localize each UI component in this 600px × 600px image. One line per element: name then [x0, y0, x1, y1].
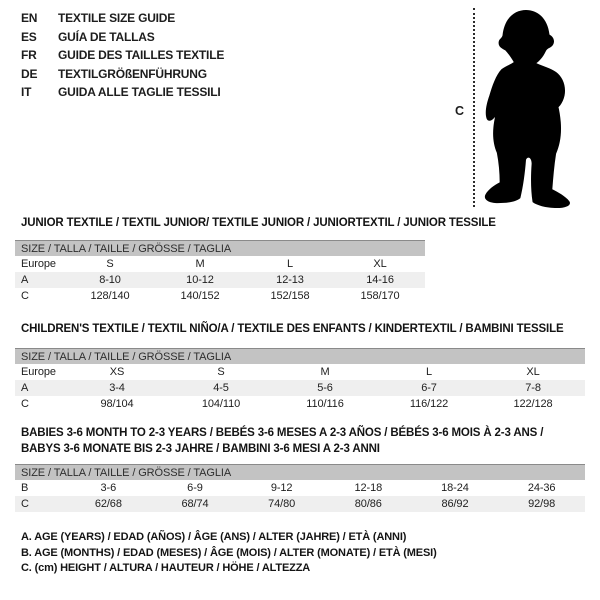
row-label: C — [21, 290, 29, 302]
size-header-label: SIZE / TALLA / TAILLE / GRÖSSE / TAGLIA — [15, 349, 585, 365]
table-row — [15, 480, 585, 496]
row-label: A — [15, 380, 65, 396]
size-header-label: SIZE / TALLA / TAILLE / GRÖSSE / TAGLIA — [15, 241, 425, 257]
table-cell: S — [106, 258, 114, 270]
table-cell: 92/98 — [498, 496, 585, 512]
table-row — [15, 364, 585, 380]
table-cell: 6-7 — [377, 380, 481, 396]
table-cell: L — [425, 366, 433, 378]
table-cell: 62/68 — [65, 496, 152, 512]
table-cell: 80/86 — [325, 496, 412, 512]
table-cell: 4-5 — [169, 380, 273, 396]
size-header-bar — [15, 465, 585, 481]
junior-size-table — [15, 240, 425, 304]
table-cell: 8-10 — [65, 272, 155, 288]
junior-table-title: JUNIOR TEXTILE / TEXTIL JUNIOR/ TEXTILE JUNIOR / JUNIORTEXTIL / JUNIOR TESSILE — [21, 217, 496, 229]
table-cell: 12-18 — [354, 482, 383, 494]
language-label: TEXTILGRÖßENFÜHRUNG — [58, 66, 207, 81]
size-header-label: SIZE / TALLA / TAILLE / GRÖSSE / TAGLIA — [15, 465, 585, 481]
table-row — [15, 396, 585, 412]
table-cell: L — [286, 258, 294, 270]
table-row — [15, 288, 425, 304]
table-row — [15, 496, 585, 512]
language-label: TEXTILE SIZE GUIDE — [58, 11, 176, 26]
table-cell: 24-36 — [527, 482, 556, 494]
table-cell: 104/110 — [201, 398, 241, 410]
table-cell: 140/152 — [180, 290, 220, 302]
language-label: GUÍA DE TALLAS — [58, 29, 155, 44]
legend-note-a: A. AGE (YEARS) / EDAD (AÑOS) / ÂGE (ANS) / ALTER (JAHRE) / ETÀ (ANNI) — [21, 531, 407, 543]
height-measure-line — [473, 8, 475, 207]
table-cell: 3-4 — [65, 380, 169, 396]
children-size-table — [15, 348, 585, 412]
table-cell: S — [217, 366, 225, 378]
table-cell: M — [195, 258, 205, 270]
language-code: IT — [21, 85, 32, 100]
table-cell: 6-9 — [187, 482, 203, 494]
table-cell: XS — [109, 366, 125, 378]
table-cell: 18-24 — [441, 482, 469, 494]
table-cell: 3-6 — [100, 482, 117, 494]
row-label: C — [21, 398, 29, 410]
legend-notes — [21, 530, 437, 577]
language-list — [21, 9, 224, 102]
table-cell: XL — [526, 366, 540, 378]
language-row — [21, 65, 224, 84]
table-cell: 86/92 — [412, 496, 499, 512]
row-label: B — [21, 482, 29, 494]
language-code: FR — [21, 48, 37, 63]
table-row — [15, 256, 425, 272]
language-code: ES — [21, 29, 37, 44]
legend-note-c: C. (cm) HEIGHT / ALTURA / HAUTEUR / HÖHE / ALTEZZA — [21, 562, 311, 574]
row-label: C — [15, 496, 65, 512]
size-header-bar — [15, 241, 425, 257]
row-label: Europe — [21, 366, 56, 378]
table-cell: 68/74 — [152, 496, 239, 512]
language-label: GUIDA ALLE TAGLIE TESSILI — [58, 85, 221, 100]
table-cell: 74/80 — [238, 496, 325, 512]
table-cell: 12-13 — [245, 272, 335, 288]
size-header-bar — [15, 349, 585, 365]
row-label: Europe — [21, 258, 56, 270]
language-row — [21, 46, 224, 65]
table-cell: 7-8 — [481, 380, 585, 396]
table-cell: 122/128 — [513, 398, 553, 410]
table-cell: 116/122 — [409, 398, 449, 410]
table-cell: 14-16 — [335, 272, 425, 288]
table-cell: 10-12 — [155, 272, 245, 288]
table-cell: XL — [373, 258, 387, 270]
language-row — [21, 28, 224, 47]
babies-size-table — [15, 464, 585, 512]
children-table-title: CHILDREN'S TEXTILE / TEXTIL NIÑO/A / TEXTILE DES ENFANTS / KINDERTEXTIL / BAMBINI TESSILE — [21, 323, 564, 335]
table-cell: 9-12 — [270, 482, 293, 494]
babies-title-line-1: BABIES 3-6 MONTH TO 2-3 YEARS / BEBÉS 3-6 MESES A 2-3 AÑOS / BÉBÉS 3-6 MOIS À 2-3 ANS / — [21, 427, 544, 439]
babies-table-title — [21, 425, 543, 457]
language-code: EN — [21, 11, 38, 26]
baby-silhouette-icon — [479, 6, 573, 208]
table-row — [15, 272, 425, 288]
legend-note-b: B. AGE (MONTHS) / EDAD (MESES) / ÂGE (MOIS) / ALTER (MONATE) / ETÀ (MESI) — [21, 546, 437, 559]
language-code: DE — [21, 66, 38, 81]
table-cell: 128/140 — [90, 290, 130, 302]
babies-title-line-2: BABYS 3-6 MONATE BIS 2-3 JAHRE / BAMBINI 3-6 MESI A 2-3 ANNI — [21, 443, 380, 455]
table-cell: 152/158 — [270, 290, 310, 302]
row-label: A — [15, 272, 65, 288]
table-cell: 98/104 — [100, 398, 134, 410]
height-measure-label: C — [455, 104, 465, 118]
language-label: GUIDE DES TAILLES TEXTILE — [58, 48, 225, 63]
language-row — [21, 9, 224, 28]
table-cell: 5-6 — [273, 380, 377, 396]
table-cell: M — [320, 366, 330, 378]
table-cell: 110/116 — [306, 398, 344, 410]
table-row — [15, 380, 585, 396]
language-row — [21, 83, 224, 102]
table-cell: 158/170 — [360, 290, 400, 302]
